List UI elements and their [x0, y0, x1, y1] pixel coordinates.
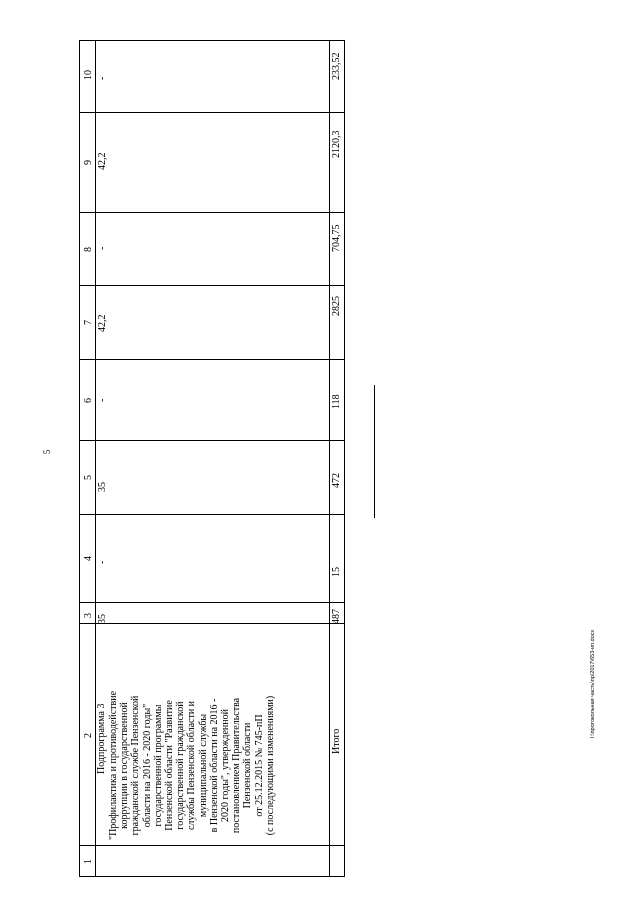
- separator-line: [374, 385, 375, 518]
- budget-table: 10 9 8 7 6 5 4 3 2 1 - 42,2 - 42,2 - 35 - 35 Подпрограмма 3 "Профилактика и противодействие коррупции в государственной гражданской службе Пензенской области на 2016 - 2020 годы" государственной программы Пензенской области "Развитие государственной гражданской службы Пензенской области и муниципальной службы в Пензенской области на 2016 - 2020 годы", утвержденной постановлением Правительства Пензенской области от 25.12.2015 № 745-пП (с последующими изменениями) 233,52 2120,3 704,75 2825 118 472 15 487 Итого: [79, 40, 345, 877]
- page-number: 5: [42, 449, 52, 455]
